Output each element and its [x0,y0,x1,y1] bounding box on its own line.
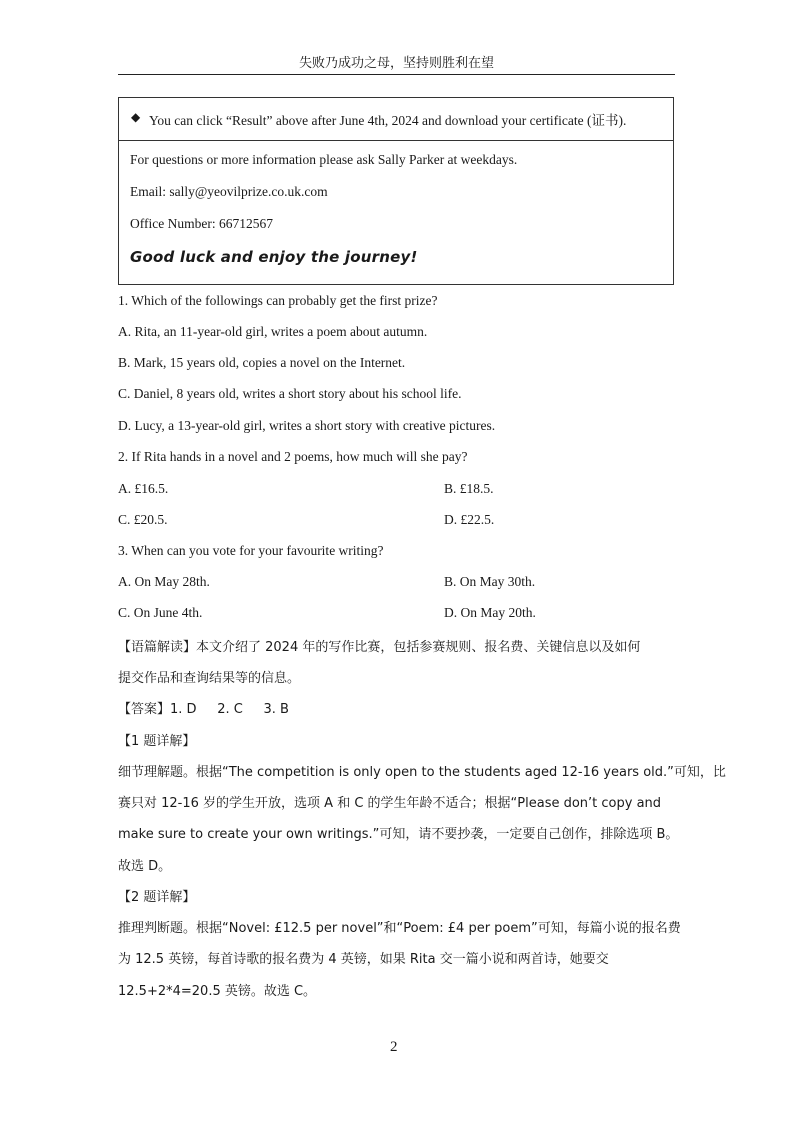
question-2-stem: 2. If Rita hands in a novel and 2 poems, how much will she pay? [118,449,468,464]
question-1-stem: 1. Which of the followings can probably get the first prize? [118,293,438,308]
page-header-motto [118,54,675,75]
closing-message: Good luck and enjoy the journey! [130,248,418,266]
diamond-bullet-icon: ◆ [131,110,141,124]
question-3-option-c: C. On June 4th. [118,605,203,620]
question-3-stem: 3. When can you vote for your favourite writing? [118,543,384,558]
reading-summary-line-1: 【语篇解读】本文介绍了 2024 年的写作比赛，包括参赛规则、报名费、关键信息以及如何 [118,640,641,655]
question-1-option-d: D. Lucy, a 13-year-old girl, writes a short story with creative pictures. [118,418,496,433]
question-1-option-a: A. Rita, an 11-year-old girl, writes a poem about autumn. [118,324,428,339]
q2-explanation-title: 【2 题详解】 [118,890,196,905]
office-number-line: Office Number: 66712567 [130,216,273,231]
question-3-option-d: D. On May 20th. [444,605,536,620]
q2-explanation-line-3: 12.5+2*4=20.5 英镑。故选 C。 [118,984,317,999]
question-2-option-a: A. £16.5. [118,481,169,496]
notice-box [118,97,674,285]
question-3-option-a: A. On May 28th. [118,574,210,589]
result-instruction: You can click “Result” above after June 4th, 2024 and download your certificate (证书). [149,113,627,128]
contact-line: For questions or more information please ask Sally Parker at weekdays. [130,152,518,167]
email-line: Email: sally@yeovilprize.co.uk.com [130,184,328,199]
question-3-option-b: B. On May 30th. [444,574,536,589]
q1-explanation-line-4: 故选 D。 [118,859,172,874]
notice-result-row [119,98,673,141]
q1-explanation-line-1: 细节理解题。根据“The competition is only open to the students aged 12-16 years old.”可知，比 [118,765,726,780]
q2-explanation-line-1: 推理判断题。根据“Novel: £12.5 per novel”和“Poem: £4 per poem”可知，每篇小说的报名费 [118,921,681,936]
question-2-option-d: D. £22.5. [444,512,495,527]
reading-summary-line-2: 提交作品和查询结果等的信息。 [118,671,301,686]
q1-explanation-line-3: make sure to create your own writings.”可知，请不要抄袭，一定要自己创作，排除选项 B。 [118,827,679,842]
page-number: 2 [390,1039,398,1055]
header-motto-text: 失败乃成功之母，坚持则胜利在望 [298,56,494,71]
q1-explanation-title: 【1 题详解】 [118,734,196,749]
question-1-option-b: B. Mark, 15 years old, copies a novel on the Internet. [118,355,406,370]
question-2-option-c: C. £20.5. [118,512,168,527]
answer-key: 【答案】1. D 2. C 3. B [118,702,289,717]
q2-explanation-line-2: 为 12.5 英镑，每首诗歌的报名费为 4 英镑，如果 Rita 交一篇小说和两首诗，她要交 [118,952,609,967]
question-1-option-c: C. Daniel, 8 years old, writes a short story about his school life. [118,386,462,401]
q1-explanation-line-2: 赛只对 12-16 岁的学生开放，选项 A 和 C 的学生年龄不适合；根据“Please don’t copy and [118,796,662,811]
question-2-option-b: B. £18.5. [444,481,494,496]
